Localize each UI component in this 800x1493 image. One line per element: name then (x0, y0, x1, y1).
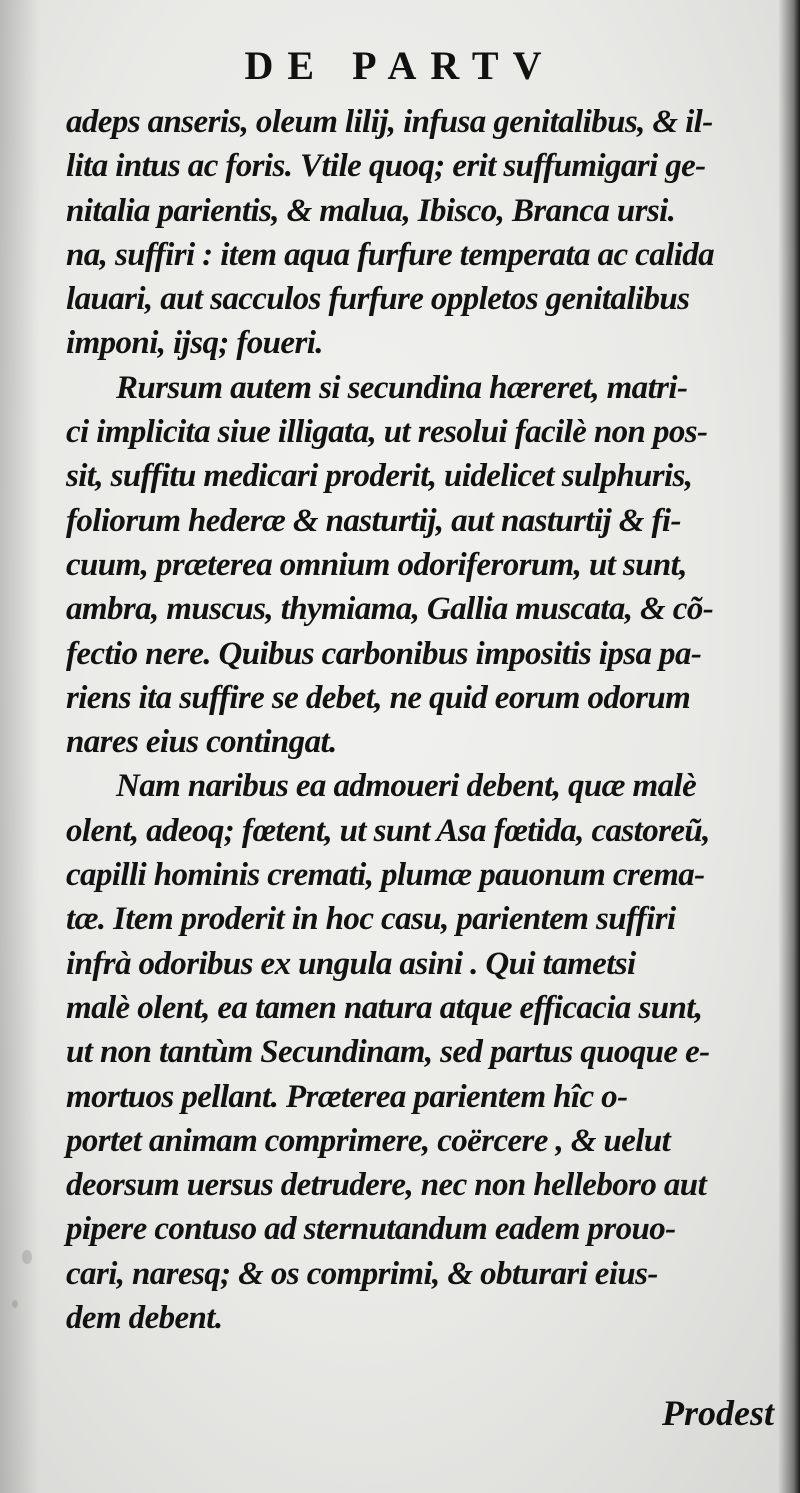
text-line: adeps anseris, oleum lilij, infusa genitalibus, & il- (66, 104, 713, 140)
text-line: nitalia parientis, & malua, Ibisco, Branca ursi. (66, 192, 676, 229)
text-line: ci implicita siue illigata, ut resolui facilè non pos- (66, 414, 708, 451)
text-line: dem debent. (66, 1300, 223, 1337)
ink-speck (22, 1250, 32, 1264)
paragraph-first-line: Nam naribus ea admoueri debent, quæ malè (116, 768, 697, 805)
text-line: portet animam comprimere, coërcere , & uelut (66, 1122, 671, 1159)
text-line: lita intus ac foris. Vtile quoq; erit suffumigari ge- (66, 148, 706, 185)
catchword: Prodest (662, 1393, 774, 1433)
text-line: olent, adeoq; fœtent, ut sunt Asa fœtida, castoreũ, (66, 812, 710, 849)
text-line: sit, suffitu medicari proderit, uidelicet sulphuris, (66, 458, 693, 495)
text-line: na, suffiri : item aqua furfure temperata ac calida (66, 236, 715, 273)
text-line: deorsum uersus detrudere, nec non helleboro aut (66, 1167, 707, 1204)
gutter-shadow (0, 0, 40, 1493)
text-line: cari, naresq; & os comprimi, & obturari eius- (66, 1255, 658, 1292)
page-body (66, 100, 786, 1340)
text-line: nares eius contingat. (66, 724, 337, 761)
text-line: lauari, aut sacculos furfure oppletos genitalibus (66, 281, 690, 318)
text-line: pipere contuso ad sternutandum eadem prouo- (66, 1211, 676, 1248)
text-line: cuum, præterea omnium odoriferorum, ut sunt, (66, 546, 687, 583)
text-line: riens ita suffire se debet, ne quid eorum odorum (66, 679, 691, 716)
text-line: imponi, ijsq; foueri. (66, 325, 323, 362)
text-line: mortuos pellant. Præterea parientem hîc o- (66, 1078, 628, 1115)
text-line: capilli hominis cremati, plumæ pauonum crema- (66, 857, 705, 894)
text-line: foliorum hederæ & nasturtij, aut nasturtij & fi- (66, 502, 681, 539)
text-line: malè olent, ea tamen natura atque efficacia sunt, (66, 989, 703, 1026)
text-line: tæ. Item proderit in hoc casu, parientem suffiri (66, 901, 676, 938)
running-title: DE PARTV (244, 43, 556, 88)
text-line: ut non tantùm Secundinam, sed partus quoque e- (66, 1034, 710, 1071)
paragraph-first-line: Rursum autem si secundina hæreret, matri- (116, 369, 688, 406)
text-line: fectio nere. Quibus carbonibus impositis ipsa pa- (66, 635, 702, 672)
ink-speck (12, 1300, 18, 1308)
text-line: infrà odoribus ex ungula asini . Qui tametsi (66, 945, 636, 982)
text-line: ambra, muscus, thymiama, Gallia muscata, & cõ- (66, 591, 714, 628)
